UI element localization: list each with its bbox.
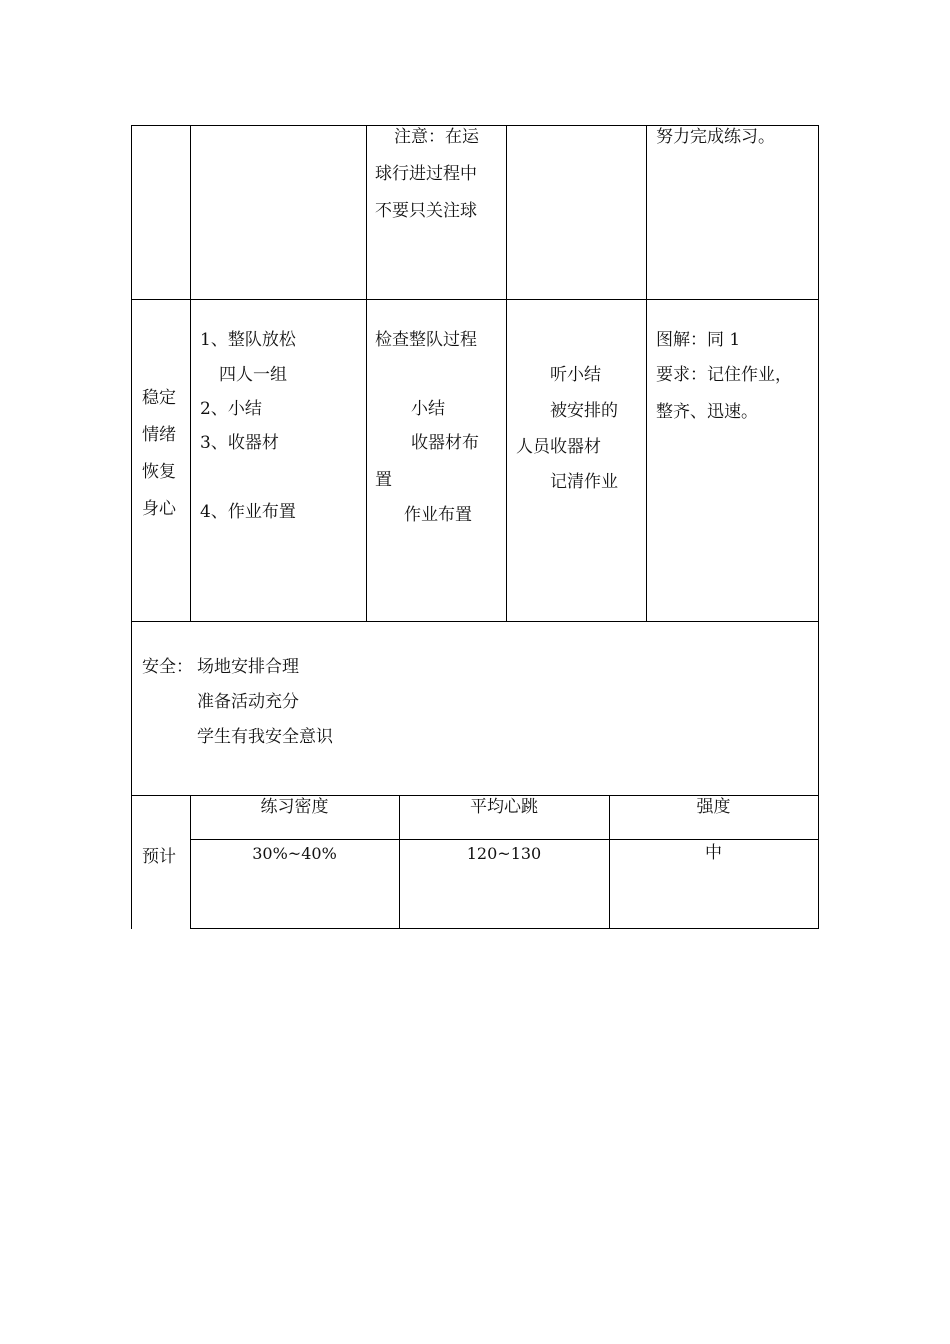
safety-item-1: 场地安排合理: [197, 657, 299, 677]
col-divider-1: [190, 125, 191, 622]
row-divider-1: [131, 299, 819, 300]
estimate-header-heartrate: 平均心跳: [470, 797, 538, 817]
table-right-border: [818, 125, 819, 929]
col-divider-4: [646, 125, 647, 622]
estimate-label: 预计: [142, 847, 176, 867]
student-line-3: 人员收器材: [516, 437, 601, 457]
estimate-value-intensity: 中: [705, 843, 722, 863]
row1-note-line-1: 注意：在运: [394, 127, 479, 147]
row1-note-line-2: 球行进过程中: [375, 164, 477, 184]
row-divider-2: [131, 621, 819, 622]
section-label-line-4: 身心: [142, 499, 176, 519]
table-bottom-border: [190, 928, 819, 929]
estimate-value-density: 30%~40%: [252, 844, 337, 863]
teacher-line-4: 置: [375, 470, 392, 490]
section-label-line-3: 恢复: [142, 462, 176, 482]
teacher-line-5: 作业布置: [404, 505, 472, 525]
estimate-header-intensity: 强度: [696, 797, 731, 817]
teacher-line-1: 检查整队过程: [375, 330, 477, 350]
content-line-2: 四人一组: [219, 365, 287, 385]
requirement-line-3: 整齐、迅速。: [656, 402, 758, 422]
student-line-1: 听小结: [550, 365, 601, 385]
teacher-line-3: 收器材布: [411, 433, 479, 453]
safety-label: 安全：: [142, 657, 193, 677]
content-line-5: 4、作业布置: [200, 502, 296, 522]
estimate-header-density: 练习密度: [260, 797, 329, 817]
content-line-4: 3、收器材: [200, 433, 279, 453]
col-divider-3: [506, 125, 507, 622]
requirement-line-2: 要求：记住作业，: [656, 365, 792, 385]
section-label-line-1: 稳定: [142, 388, 176, 408]
content-line-1: 1、整队放松: [200, 330, 296, 350]
row1-requirement-line-1: 努力完成练习。: [656, 127, 775, 147]
student-line-2: 被安排的: [550, 401, 618, 421]
col-divider-2: [366, 125, 367, 622]
row1-note-line-3: 不要只关注球: [375, 201, 477, 221]
table-left-border: [131, 125, 132, 929]
safety-item-3: 学生有我安全意识: [197, 727, 333, 747]
safety-item-2: 准备活动充分: [197, 692, 299, 712]
content-line-3: 2、小结: [200, 399, 262, 419]
requirement-line-1: 图解：同 1: [656, 330, 741, 350]
estimate-value-heartrate: 120~130: [466, 844, 542, 863]
section-label-line-2: 情绪: [142, 425, 176, 445]
student-line-4: 记清作业: [550, 472, 618, 492]
teacher-line-2: 小结: [411, 399, 445, 419]
